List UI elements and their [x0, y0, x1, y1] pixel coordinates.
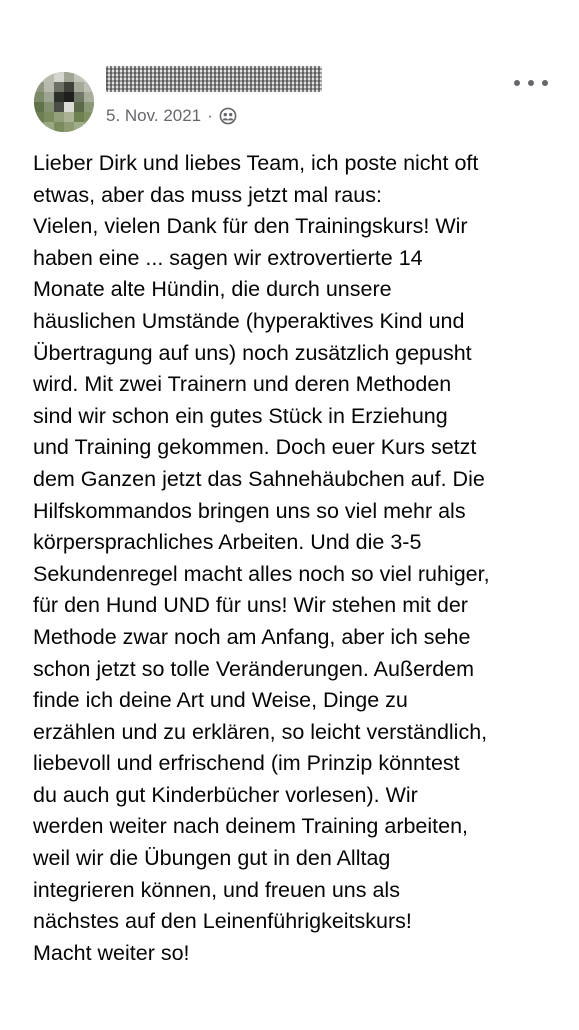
more-options-dot	[528, 80, 534, 86]
post-text-line: haben eine ... sagen wir extrovertierte 14	[33, 245, 423, 270]
pixelated-avatar-image	[34, 72, 94, 132]
post-text-line: Macht weiter so!	[33, 940, 190, 965]
more-options-icon	[514, 80, 520, 86]
post-text-line: für den Hund UND für uns! Wir stehen mit der	[33, 593, 468, 618]
post-text-line: dem Ganzen jetzt das Sahnehäubchen auf. Die	[33, 466, 485, 491]
post-date[interactable]: 5. Nov. 2021	[106, 106, 202, 125]
author-name[interactable]	[106, 66, 322, 92]
post-text-line: Lieber Dirk und liebes Team, ich poste nicht oft	[33, 151, 479, 175]
post-text-line: häuslichen Umstände (hyperaktives Kind und	[33, 308, 465, 333]
post-text-line: finde ich deine Art und Weise, Dinge zu	[33, 688, 408, 713]
post-text-line: wird. Mit zwei Trainern und deren Methoden	[33, 372, 452, 397]
post-text-line: werden weiter nach deinem Training arbeiten,	[33, 814, 469, 839]
more-options-button[interactable]	[514, 76, 548, 90]
post-text-line: und Training gekommen. Doch euer Kurs setzt	[33, 435, 477, 460]
post-text-line: Monate alte Hündin, die durch unsere	[33, 277, 392, 302]
more-options-dot	[542, 80, 548, 86]
post-text-line: schon jetzt so tolle Veränderungen. Außerdem	[33, 656, 475, 681]
meta-separator: ·	[207, 106, 213, 125]
post-text-line: weil wir die Übungen gut in den Alltag	[33, 846, 391, 871]
post-text-line: integrieren können, und freuen uns als	[33, 877, 400, 902]
post-text-line: liebevoll und erfrischend (im Prinzip könntest	[33, 751, 460, 776]
post-text-line: körpersprachliches Arbeiten. Und die 3-5	[33, 530, 422, 555]
post-text-line: etwas, aber das muss jetzt mal raus:	[33, 182, 382, 207]
post-text-line: Hilfskommandos bringen uns so viel mehr als	[33, 498, 466, 523]
avatar[interactable]	[34, 72, 94, 132]
post-text-line: Übertragung auf uns) noch zusätzlich gepusht	[33, 340, 472, 365]
post-text-line: Vielen, vielen Dank für den Trainingskurs! Wir	[33, 214, 468, 239]
post-body-text	[33, 148, 553, 969]
post-text-line: nächstes auf den Leinenführigkeitskurs!	[33, 909, 412, 934]
friends-icon[interactable]	[219, 107, 237, 125]
post-text-line: erzählen und zu erklären, so leicht verständlich,	[33, 719, 488, 744]
post-meta	[106, 106, 237, 126]
post-text-line: sind wir schon ein gutes Stück in Erziehung	[33, 403, 448, 428]
post-text-line: Sekundenregel macht alles noch so viel ruhiger,	[33, 561, 490, 586]
post-text-line: Methode zwar noch am Anfang, aber ich sehe	[33, 624, 471, 649]
post-text-line: du auch gut Kinderbücher vorlesen). Wir	[33, 782, 418, 807]
